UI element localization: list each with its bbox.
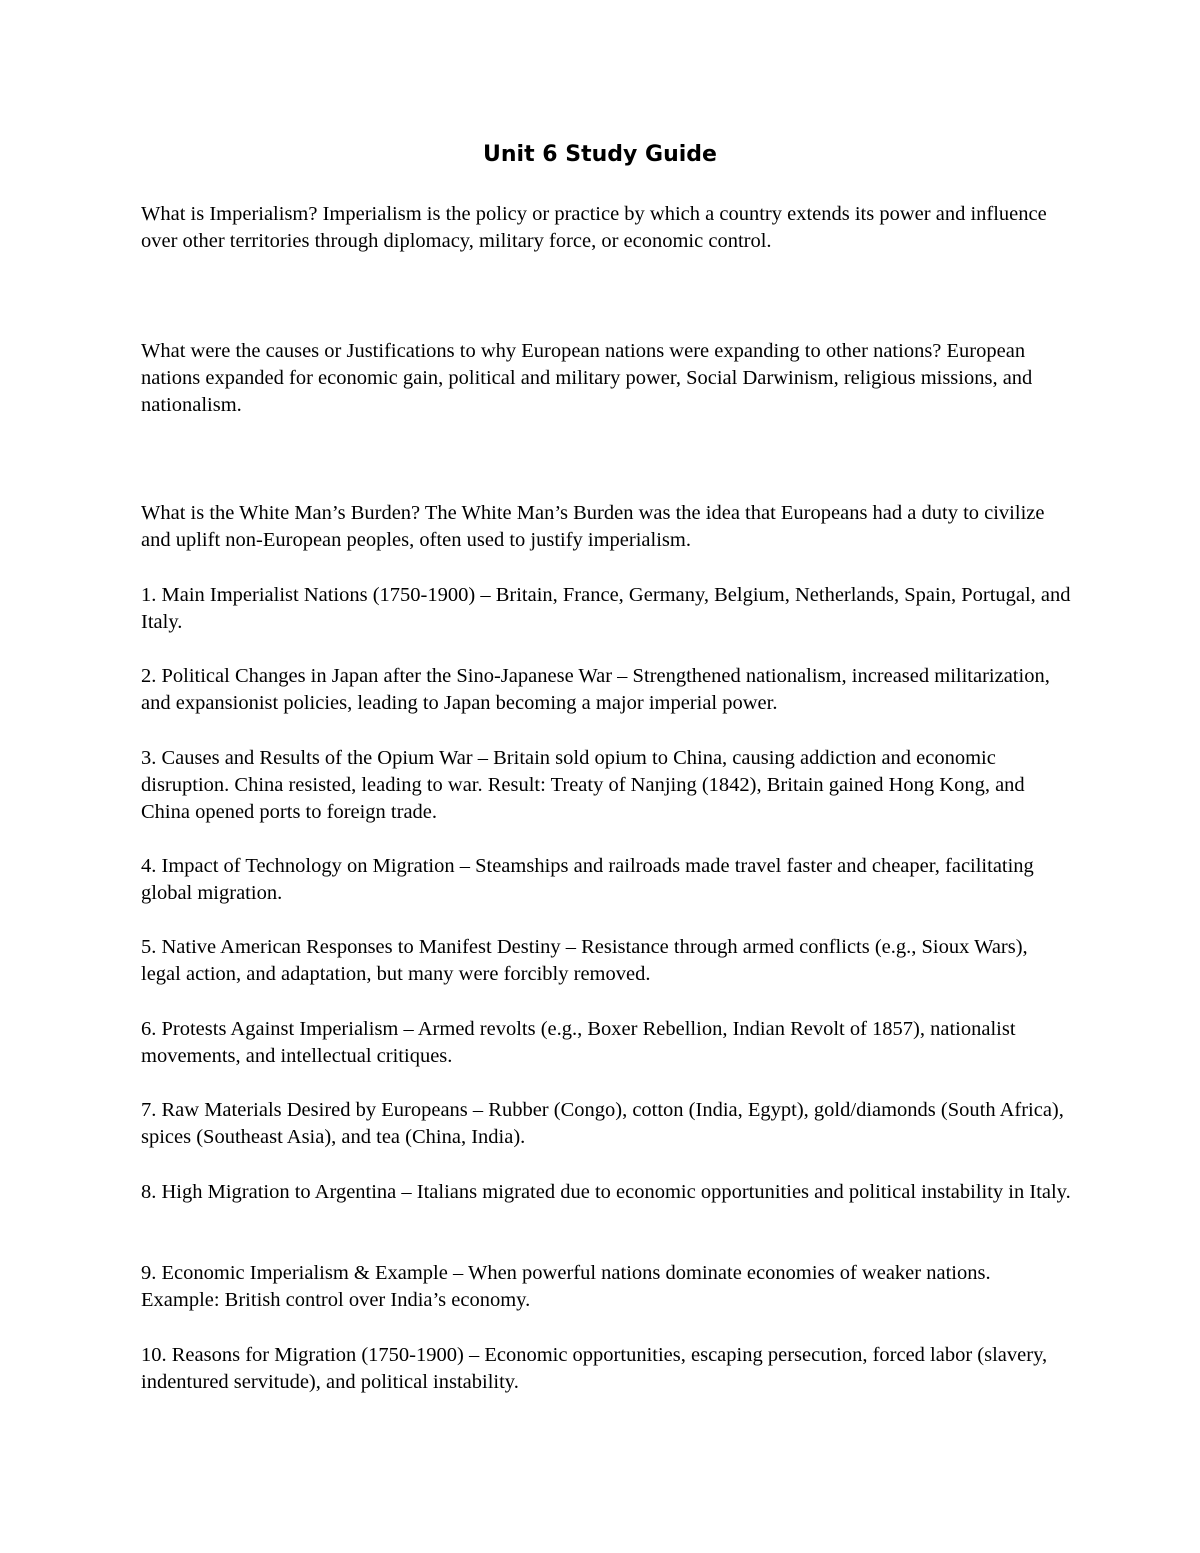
list-item-10: 10. Reasons for Migration (1750-1900) – Economic opportunities, escaping persecution, forced labor (slavery, indentured servitude), and political instability. <box>141 1344 1048 1393</box>
list-item-4: 4. Impact of Technology on Migration – Steamships and railroads made travel faster and cheaper, facilitating global migration. <box>141 855 1034 904</box>
list-item-3: 3. Causes and Results of the Opium War – Britain sold opium to China, causing addiction and economic disruption. China resisted, leading to war. Result: Treaty of Nanjing (1842), Britain gained Hong Kong, and China opened ports to foreign trade. <box>141 747 1025 823</box>
list-item-8: 8. High Migration to Argentina – Italians migrated due to economic opportunities and political instability in Italy. <box>141 1181 1071 1203</box>
list-item-6: 6. Protests Against Imperialism – Armed revolts (e.g., Boxer Rebellion, Indian Revolt of 1857), nationalist movements, and intellectual critiques. <box>141 1018 1016 1067</box>
paragraph-white-mans-burden: What is the White Man’s Burden? The White Man’s Burden was the idea that Europeans had a duty to civilize and uplift non-European peoples, often used to justify imperialism. <box>141 502 1045 551</box>
list-item-9: 9. Economic Imperialism & Example – When powerful nations dominate economies of weaker nations. Example: British control over India’s economy. <box>141 1262 991 1311</box>
list-item-1: 1. Main Imperialist Nations (1750-1900) – Britain, France, Germany, Belgium, Netherlands, Spain, Portugal, and Italy. <box>141 584 1071 633</box>
page-title: Unit 6 Study Guide <box>483 142 717 167</box>
paragraph-causes: What were the causes or Justifications to why European nations were expanding to other nations? European nations expanded for economic gain, political and military power, Social Darwinism, religious missions, and nationalism. <box>141 340 1033 416</box>
paragraph-imperialism: What is Imperialism? Imperialism is the policy or practice by which a country extends its power and influence over other territories through diplomacy, military force, or economic control. <box>141 203 1047 252</box>
list-item-5: 5. Native American Responses to Manifest Destiny – Resistance through armed conflicts (e.g., Sioux Wars), legal action, and adaptation, but many were forcibly removed. <box>141 936 1028 985</box>
list-item-2: 2. Political Changes in Japan after the Sino-Japanese War – Strengthened nationalism, increased militarization, and expansionist policies, leading to Japan becoming a major imperial power. <box>141 665 1050 714</box>
list-item-7: 7. Raw Materials Desired by Europeans – Rubber (Congo), cotton (India, Egypt), gold/diamonds (South Africa), spices (Southeast Asia), and tea (China, India). <box>141 1099 1064 1148</box>
